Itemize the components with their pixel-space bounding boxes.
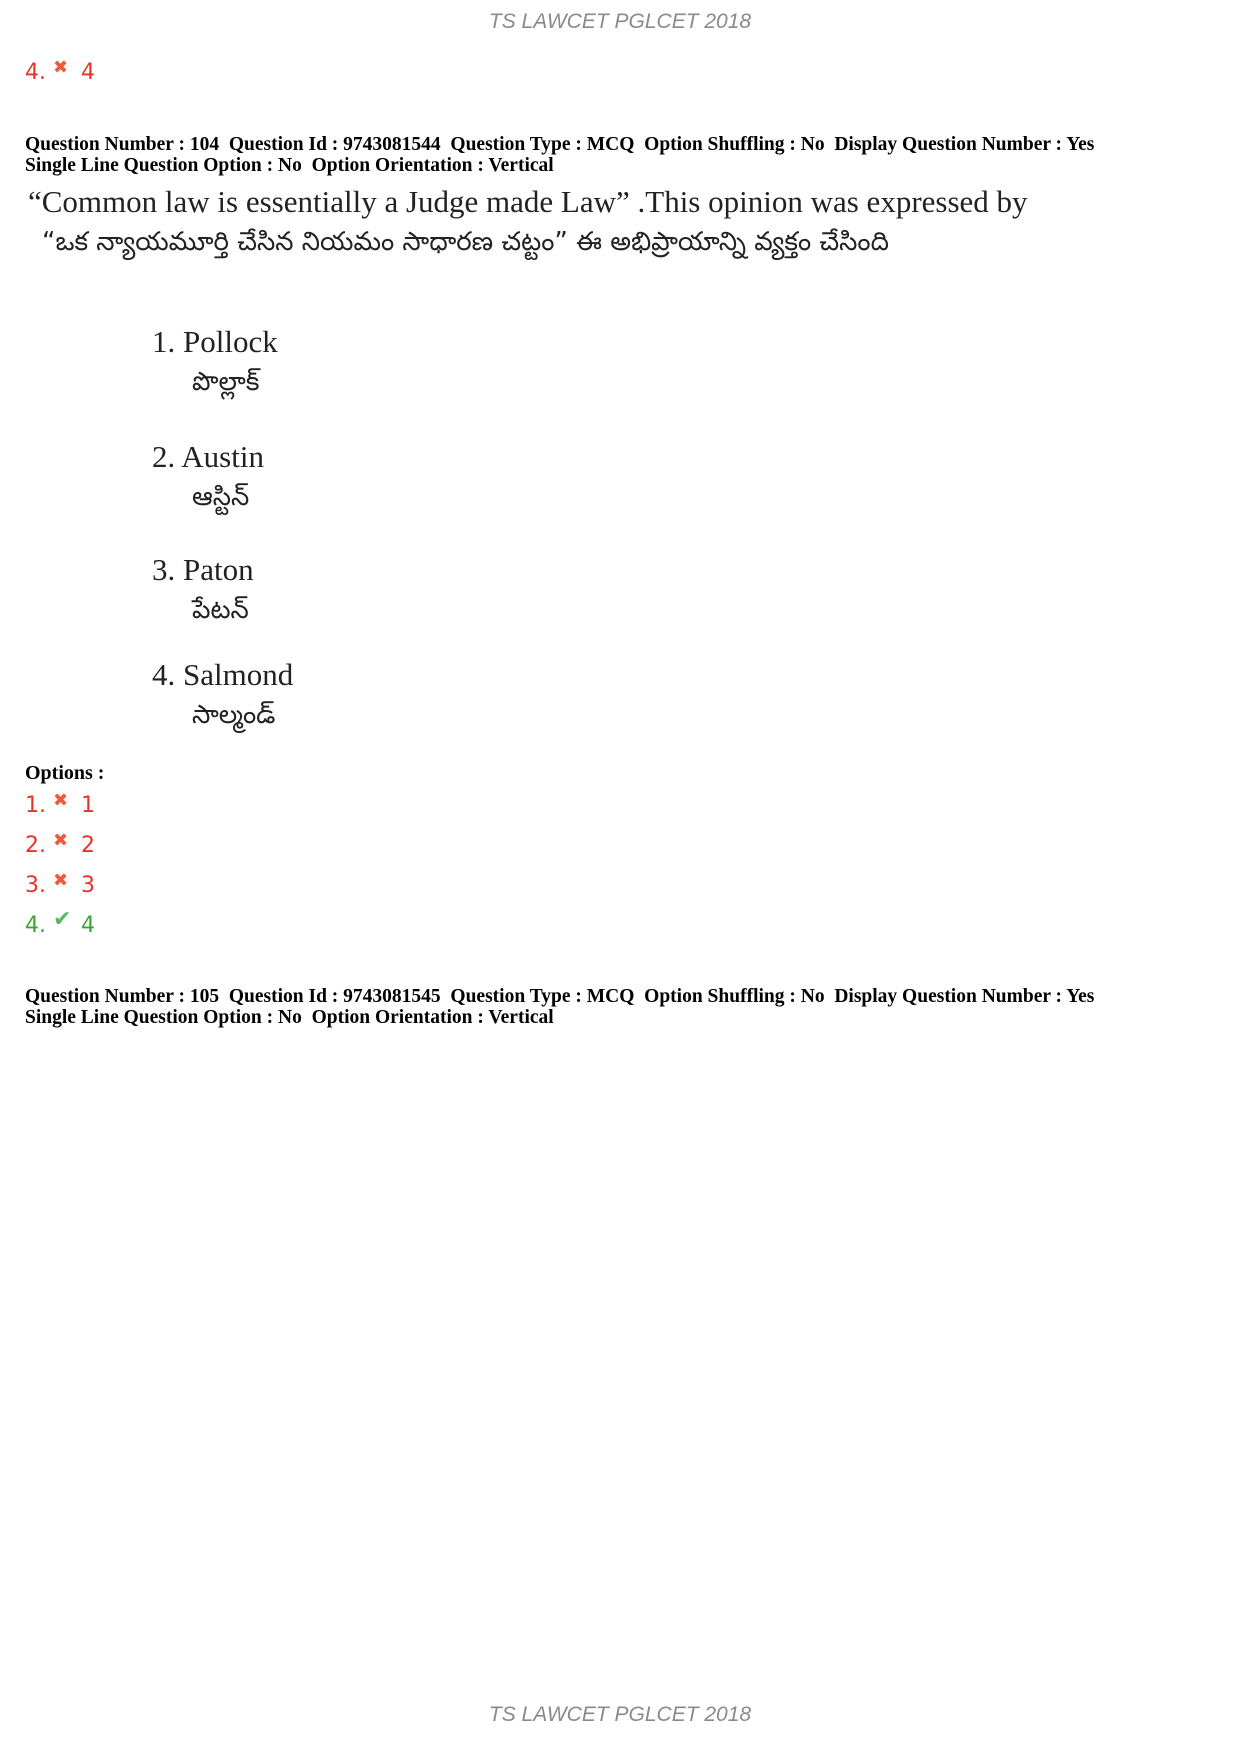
q104-question-text <box>28 182 1028 262</box>
q104-choice-1 <box>152 322 278 402</box>
option-number: 4. <box>25 913 46 938</box>
q104-meta-line2: Single Line Question Option : No Option Orientation : Vertical <box>25 155 554 176</box>
option-number: 4. <box>25 60 46 85</box>
option-value: 4 <box>81 60 95 85</box>
option-number: 2. <box>25 833 46 858</box>
choice-english: 4. Salmond <box>152 657 294 692</box>
q104-option-3 <box>25 871 95 901</box>
option-value: 1 <box>81 793 95 818</box>
page-footer: TS LAWCET PGLCET 2018 <box>488 1703 752 1726</box>
page-header: TS LAWCET PGLCET 2018 <box>488 10 752 33</box>
option-value: 2 <box>81 833 95 858</box>
choice-english: 1. Pollock <box>152 324 278 359</box>
q105-meta-line1: Question Number : 105 Question Id : 9743081545 Question Type : MCQ Option Shuffling : No Display Question Number : Yes <box>25 986 1095 1007</box>
cross-icon: ✖ <box>53 57 69 78</box>
q104-option-4 <box>25 907 95 941</box>
q104-choice-4 <box>152 655 293 735</box>
cross-icon: ✖ <box>53 870 69 891</box>
choice-telugu: పొల్లాక్ <box>192 367 260 397</box>
option-number: 1. <box>25 793 46 818</box>
question-text-telugu: “ఒక న్యాయమూర్తి చేసిన నియమం సాధారణ చట్టం” ఈ అభిప్రాయాన్ని వ్యక్తం చేసింది <box>42 227 889 257</box>
cross-icon: ✖ <box>53 790 69 811</box>
option-value: 4 <box>81 913 95 938</box>
question-text-english: “Common law is essentially a Judge made Law” .This opinion was expressed by <box>28 184 1028 219</box>
option-number: 3. <box>25 873 46 898</box>
check-icon: ✔ <box>53 907 72 932</box>
choice-telugu: సాల్మండ్ <box>192 700 276 730</box>
q104-choice-3 <box>152 550 254 630</box>
q104-option-2 <box>25 831 95 861</box>
choice-telugu: ఆస్టిన్ <box>192 482 250 512</box>
q105-meta-line2: Single Line Question Option : No Option Orientation : Vertical <box>25 1007 554 1028</box>
choice-telugu: పేటన్ <box>192 595 249 625</box>
choice-english: 2. Austin <box>152 439 264 474</box>
prev-option-4 <box>25 58 95 88</box>
q104-meta-line1: Question Number : 104 Question Id : 9743081544 Question Type : MCQ Option Shuffling : No Display Question Number : Yes <box>25 134 1095 155</box>
q104-choice-2 <box>152 437 264 517</box>
q104-option-1 <box>25 791 95 821</box>
cross-icon: ✖ <box>53 830 69 851</box>
option-value: 3 <box>81 873 95 898</box>
choice-english: 3. Paton <box>152 552 254 587</box>
options-label: Options : <box>25 762 105 784</box>
